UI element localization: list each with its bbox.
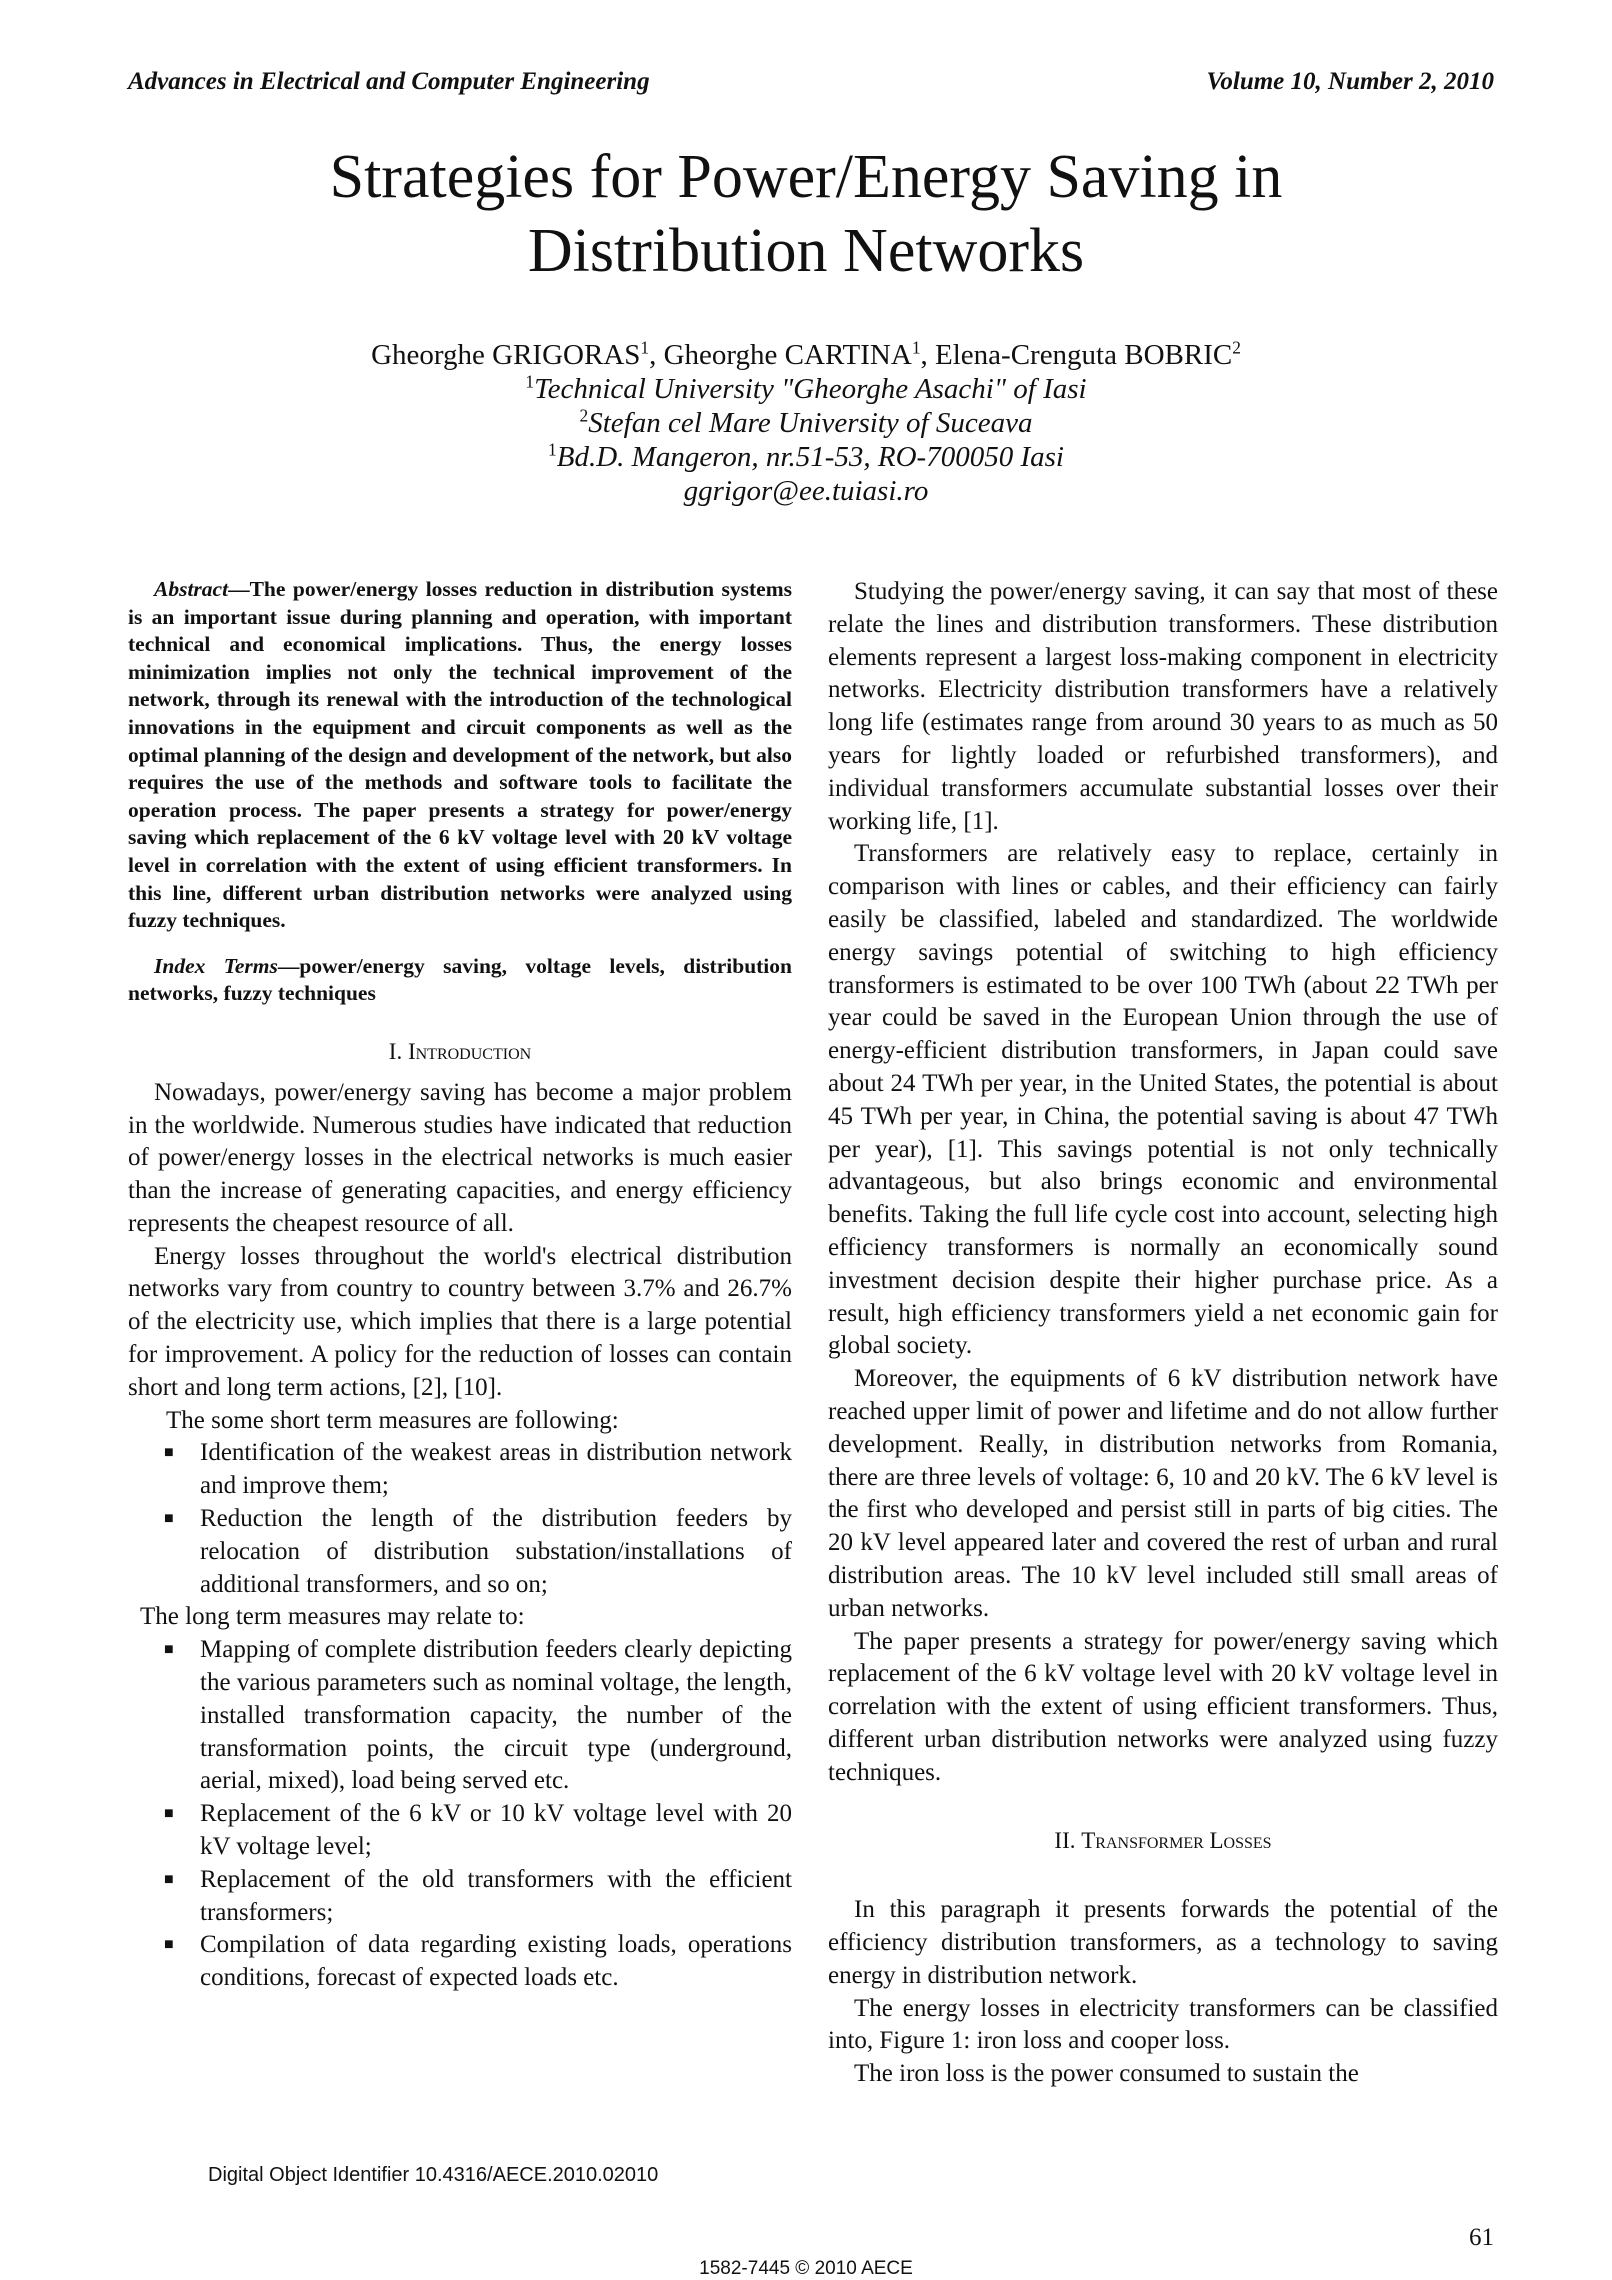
square-bullet-icon: ■ bbox=[164, 1805, 174, 1823]
index-terms-text: —power/energy saving, voltage levels, distribution networks, fuzzy techniques bbox=[128, 953, 792, 1006]
list-lead: The long term measures may relate to: bbox=[140, 1603, 525, 1631]
paragraph: Moreover, the equipments of 6 kV distribution network have reached upper limit of power and lifetime and do not allow further development. Really, in distribution networks from Romania, there are three levels of voltage: 6, 10 and 20 kV. The 6 kV level is the first who developed and persist still in parts of big cities. The 20 kV level appeared later and covered the rest of urban and rural distribution areas. The 10 kV level included still small areas of urban networks. bbox=[828, 1365, 1498, 1622]
author-2-affiliation-mark: 1 bbox=[911, 337, 921, 358]
author-separator: , bbox=[920, 339, 936, 371]
affiliation-2-text: Stefan cel Mare University of Suceava bbox=[588, 407, 1033, 439]
abstract-text: —The power/energy losses reduction in distribution systems is an important issue during planning and operation, with important technical and economical implications. Thus, the energy losses minimization implies not only the technical improvement of the network, through its renewal with the introduction of the technological innovations in the equipment and circuit components as well as the optimal planning of the design and development of the network, but also requires the use of the methods and software tools to facilitate the operation process. The paper presents a strategy for power/energy saving which replacement of the 6 kV voltage level with 20 kV voltage level in correlation with the extent of using efficient transformers. In this line, different urban distribution networks were analyzed using fuzzy techniques. bbox=[128, 577, 792, 933]
paragraph: The paper presents a strategy for power/energy saving which replacement of the 6 kV voltage level with 20 kV voltage level in correlation with the extent of using efficient transformers. Thus, different urban distribution networks were analyzed using fuzzy techniques. bbox=[828, 1627, 1498, 1786]
square-bullet-icon: ■ bbox=[164, 1870, 174, 1888]
list-item bbox=[164, 1503, 792, 1601]
address bbox=[0, 440, 1612, 474]
affiliation-1-text: Technical University "Gheorghe Asachi" of Iasi bbox=[534, 373, 1087, 405]
section-title: Transformer Losses bbox=[1081, 1828, 1272, 1854]
issn-copyright: 1582-7445 © 2010 AECE bbox=[699, 2258, 913, 2279]
list-item-text: Replacement of the 6 kV or 10 kV voltage level with 20 kV voltage level; bbox=[200, 1800, 792, 1861]
author-3: Elena-Crenguta BOBRIC bbox=[935, 339, 1233, 371]
left-column bbox=[128, 576, 792, 1995]
long-term-measures-list bbox=[128, 1634, 792, 1995]
list-item-text: Compilation of data regarding existing loads, operations conditions, forecast of expected loads etc. bbox=[200, 1931, 792, 1992]
list-item bbox=[164, 1798, 792, 1864]
square-bullet-icon: ■ bbox=[164, 1936, 174, 1954]
paragraph: Studying the power/energy saving, it can say that most of these relate the lines and distribution transformers. These distribution elements represent a largest loss-making component in electricity networks. Electricity distribution transformers have a relatively long life (estimates range from around 30 years to as much as 50 years for lightly loaded or refurbished transformers), and individual transformers accumulate substantial losses over their working life, [1]. bbox=[828, 578, 1498, 835]
paragraph: Transformers are relatively easy to replace, certainly in comparison with lines or cables, and their efficiency can fairly easily be classified, labeled and standardized. The worldwide energy savings potential of switching to high efficiency transformers is estimated to be over 100 TWh (about 22 TWh per year could be saved in the European Union through the use of energy-efficient distribution transformers, in Japan could save about 24 TWh per year, in the United States, the potential is about 45 TWh per year, in China, the potential saving is about 47 TWh per year), [1]. This savings potential is not only technically advantageous, but also brings economic and environmental benefits. Taking the full life cycle cost into account, selecting high efficiency transformers is normally an economically sound investment decision despite their higher purchase price. As a result, high efficiency transformers yield a net economic gain for global society. bbox=[828, 840, 1498, 1360]
author-3-affiliation-mark: 2 bbox=[1232, 337, 1241, 358]
right-column bbox=[828, 576, 1498, 2091]
paragraph: Energy losses throughout the world's electrical distribution networks vary from country to country between 3.7% and 26.7% of the electricity use, which implies that there is a large potential for improvement. A policy for the reduction of losses can contain short and long term actions, [2], [10]. bbox=[128, 1242, 792, 1401]
author-block bbox=[0, 338, 1612, 508]
address-mark: 1 bbox=[548, 439, 557, 460]
list-item bbox=[164, 1634, 792, 1798]
abstract-label: Abstract bbox=[154, 577, 229, 601]
title-line-2: Distribution Networks bbox=[527, 217, 1085, 285]
journal-name: Advances in Electrical and Computer Engineering bbox=[128, 68, 650, 95]
index-terms bbox=[128, 953, 792, 1008]
affiliation-1-mark: 1 bbox=[525, 371, 535, 392]
affiliation-2-mark: 2 bbox=[579, 405, 589, 426]
square-bullet-icon: ■ bbox=[164, 1641, 174, 1659]
page-number: 61 bbox=[1469, 2224, 1494, 2251]
address-text: Bd.D. Mangeron, nr.51-53, RO-700050 Iasi bbox=[556, 441, 1064, 473]
volume-info: Volume 10, Number 2, 2010 bbox=[1206, 68, 1494, 95]
list-item-text: Replacement of the old transformers with the efficient transformers; bbox=[200, 1865, 792, 1926]
author-1: Gheorghe GRIGORAS bbox=[371, 339, 641, 371]
section-number: II. bbox=[1054, 1828, 1082, 1854]
index-terms-label: Index Terms bbox=[154, 953, 278, 978]
paragraph: In this paragraph it presents forwards the potential of the efficiency distribution transformers, as a technology to saving energy in distribution network. bbox=[828, 1896, 1498, 1989]
author-2: Gheorghe CARTINA bbox=[663, 339, 912, 371]
author-email: ggrigor@ee.tuiasi.ro bbox=[683, 475, 929, 507]
list-item-text: Identification of the weakest areas in distribution network and improve them; bbox=[200, 1439, 792, 1500]
affiliation-2 bbox=[0, 406, 1612, 440]
list-item-text: Reduction the length of the distribution feeders by relocation of distribution substation/installations of additional transformers, and so on; bbox=[200, 1505, 792, 1598]
author-names bbox=[0, 338, 1612, 372]
list-item bbox=[164, 1437, 792, 1503]
short-term-measures-list bbox=[128, 1437, 792, 1601]
author-separator: , bbox=[649, 339, 664, 371]
section-heading-transformer-losses bbox=[828, 1825, 1498, 1858]
section-heading-introduction bbox=[128, 1036, 792, 1069]
section-number: I. bbox=[388, 1038, 408, 1064]
list-item bbox=[164, 1864, 792, 1930]
author-1-affiliation-mark: 1 bbox=[640, 337, 650, 358]
paragraph: The iron loss is the power consumed to sustain the bbox=[854, 2060, 1359, 2088]
doi-footnote: Digital Object Identifier 10.4316/AECE.2010.02010 bbox=[208, 2164, 659, 2186]
paragraph: The energy losses in electricity transformers can be classified into, Figure 1: iron loss and cooper loss. bbox=[828, 1994, 1498, 2055]
affiliation-1 bbox=[0, 372, 1612, 406]
paragraph: Nowadays, power/energy saving has become a major problem in the worldwide. Numerous studies have indicated that reduction of power/energy losses in the electrical networks is much easier than the increase of generating capacities, and energy efficiency represents the cheapest resource of all. bbox=[128, 1078, 792, 1237]
list-lead: The some short term measures are following: bbox=[166, 1406, 619, 1434]
abstract bbox=[128, 576, 792, 935]
list-item-text: Mapping of complete distribution feeders clearly depicting the various parameters such as nominal voltage, the length, installed transformation capacity, the number of the transformation points, the circuit type (underground, aerial, mixed), load being served etc. bbox=[200, 1636, 792, 1795]
paper-title bbox=[0, 140, 1612, 288]
square-bullet-icon: ■ bbox=[164, 1510, 174, 1528]
square-bullet-icon: ■ bbox=[164, 1444, 174, 1462]
list-item bbox=[164, 1929, 792, 1995]
title-line-1: Strategies for Power/Energy Saving in bbox=[329, 143, 1283, 211]
section-title: Introduction bbox=[407, 1038, 532, 1064]
